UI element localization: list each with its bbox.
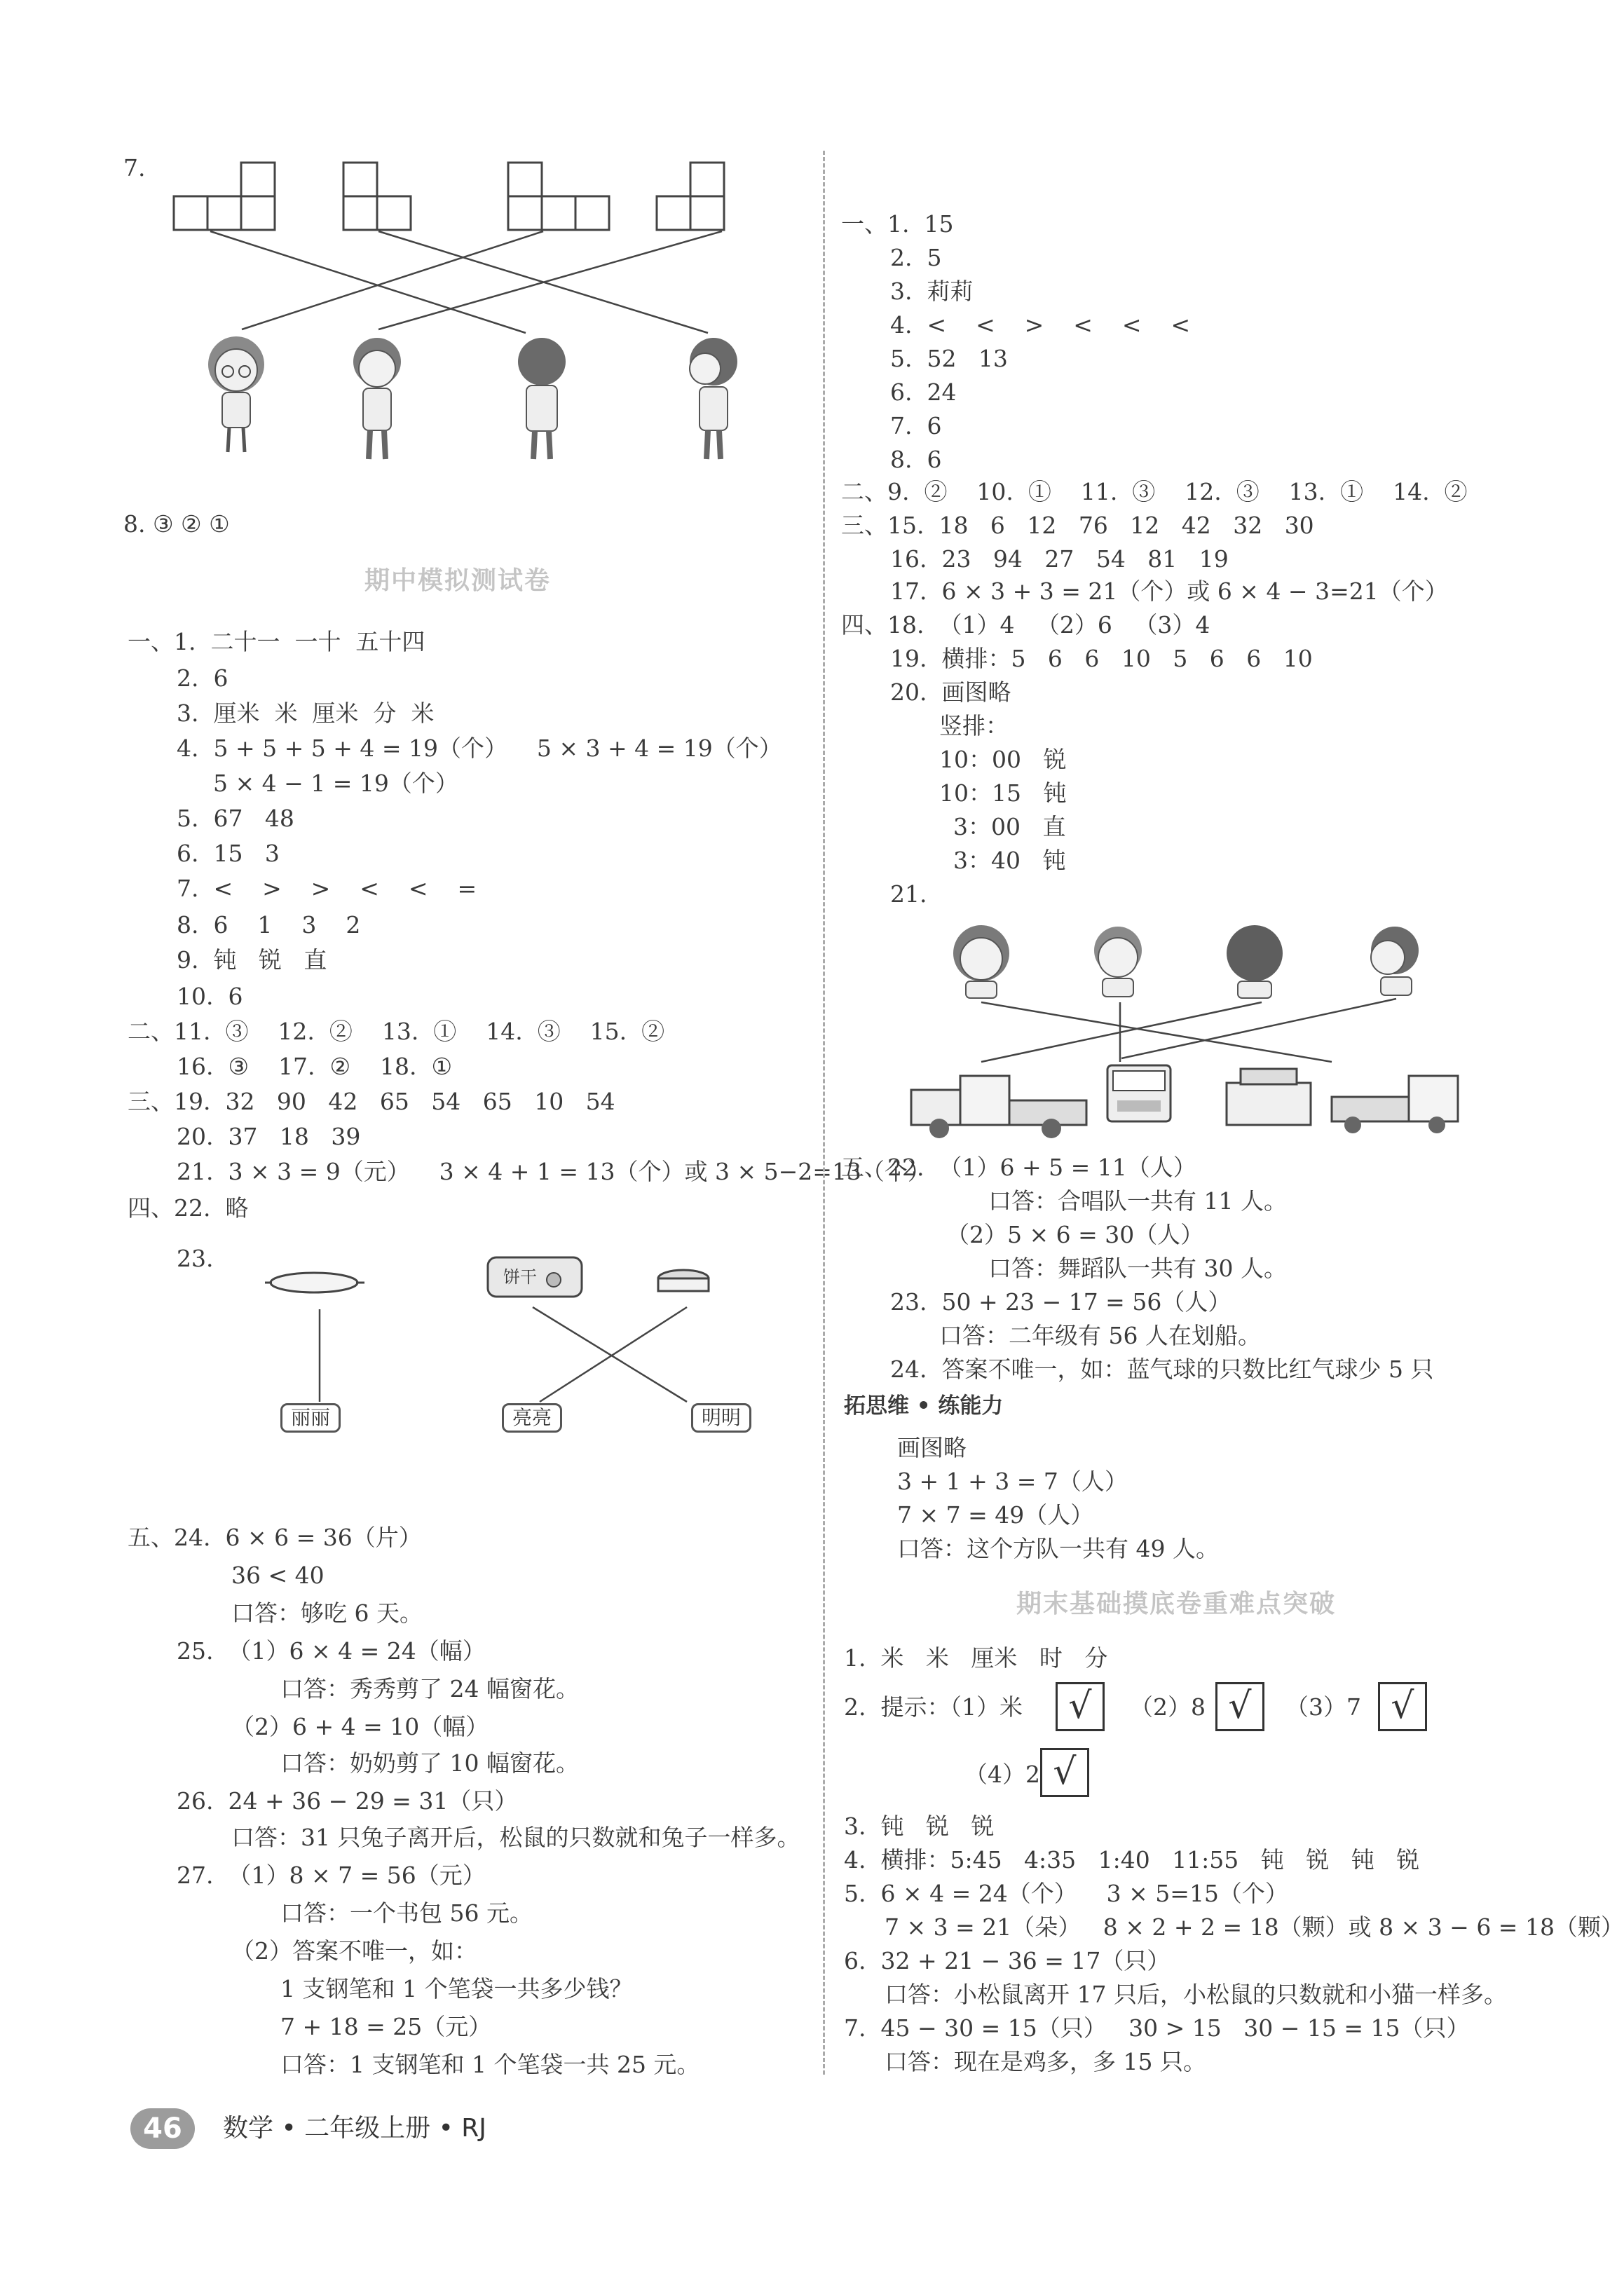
right-line: 3. 莉莉 — [890, 278, 974, 305]
right-line: 一、1. 15 — [841, 210, 954, 238]
truck-back-icon — [1227, 1069, 1311, 1125]
left-line: 5 × 4 − 1 = 19（个） — [213, 770, 458, 797]
left-q7-label: 7. — [123, 154, 146, 182]
left-line: （2）答案不唯一，如： — [231, 1937, 477, 1965]
left-line: 16. ③ 17. ② 18. ① — [177, 1053, 453, 1080]
right-line: 5. 52 13 — [890, 345, 1008, 372]
right-line: 3：00 直 — [953, 813, 1066, 840]
left-line: 23. — [177, 1245, 214, 1272]
left-line: 口答：1 支钢笔和 1 个笔袋一共 25 元。 — [280, 2051, 700, 2078]
boy-figure-3 — [690, 338, 737, 459]
left-section-title: 期中模拟测试卷 — [364, 566, 552, 595]
right-line: 16. 23 94 27 54 81 19 — [890, 545, 1229, 573]
right-line: 三、15. 18 6 12 76 12 42 32 30 — [841, 512, 1314, 539]
left-line: 36 < 40 — [231, 1562, 325, 1589]
left-line: 27. （1）8 × 7 = 56（元） — [177, 1862, 486, 1889]
left-line: 26. 24 + 36 − 29 = 31（只） — [177, 1787, 518, 1815]
left-line: 4. 5 + 5 + 5 + 4 = 19（个） 5 × 3 + 4 = 19（个） — [177, 735, 782, 762]
right-line: 24. 答案不唯一，如：蓝气球的只数比红气球少 5 只 — [890, 1356, 1434, 1383]
right-line: 竖排： — [939, 712, 1009, 739]
final-q5a: 5. 6 × 4 = 24（个） 3 × 5=15（个） — [844, 1880, 1288, 1907]
right-section-title: 期末基础摸底卷重难点突破 — [1016, 1589, 1337, 1618]
right-line: 五、22. （1）6 + 5 = 11（人） — [841, 1154, 1196, 1181]
q21-matching-figure — [897, 918, 1458, 1135]
final-q5b: 7 × 3 = 21（朵） 8 × 2 + 2 = 18（颗）或 8 × 3 − 6 = 18（颗） — [885, 1913, 1624, 1941]
q7-matching-figure — [168, 231, 799, 463]
left-line: 2. 6 — [177, 664, 228, 692]
right-line: 口答：二年级有 56 人在划船。 — [939, 1322, 1261, 1349]
final-q2-prefix: 2. 提示：（1）米 — [844, 1693, 1023, 1721]
name-box-liangliang: 亮亮 — [502, 1403, 562, 1433]
left-line: 9. 钝 锐 直 — [177, 946, 327, 974]
final-q7a: 7. 45 − 30 = 15（只） 30 > 15 30 − 15 = 15（只） — [844, 2014, 1470, 2042]
boy-figure-2 — [518, 338, 566, 459]
left-line: 7. < > > < < = — [177, 875, 477, 902]
left-line: 5. 67 48 — [177, 805, 294, 832]
cake-icon — [658, 1270, 709, 1291]
left-line: 四、22. 略 — [128, 1194, 249, 1222]
left-line: 口答：一个书包 56 元。 — [280, 1899, 533, 1927]
right-line: 10：00 锐 — [939, 746, 1067, 773]
left-line: 二、11. ③ 12. ② 13. ① 14. ③ 15. ② — [128, 1018, 665, 1045]
left-line: 20. 37 18 39 — [177, 1123, 361, 1150]
left-line: 口答：31 只兔子离开后，松鼠的只数就和兔子一样多。 — [231, 1824, 800, 1851]
right-line: 23. 50 + 23 − 17 = 56（人） — [890, 1288, 1231, 1316]
bread-stick-icon — [265, 1273, 364, 1292]
left-line: 6. 15 3 — [177, 840, 280, 867]
final-q6a: 6. 32 + 21 − 36 = 17（只） — [844, 1947, 1171, 1974]
right-line: 4. < < > < < < — [890, 311, 1191, 339]
left-line: 8. 6 1 3 2 — [177, 911, 361, 938]
right-line: 6. 24 — [890, 378, 957, 406]
left-line: 口答：奶奶剪了 10 幅窗花。 — [280, 1749, 579, 1777]
right-line: 17. 6 × 3 + 3 = 21（个）或 6 × 4 − 3=21（个） — [890, 578, 1448, 605]
right-line: 3 + 1 + 3 = 7（人） — [897, 1468, 1128, 1495]
left-line: 25. （1）6 × 4 = 24（幅） — [177, 1637, 486, 1665]
boy-figure-1 — [353, 338, 401, 459]
cube-views-figure — [168, 158, 813, 235]
right-line: 四、18. （1）4 （2）6 （3）4 — [841, 611, 1210, 639]
child-face-4 — [1371, 927, 1419, 995]
child-face-2 — [1094, 927, 1142, 997]
left-q8: 8. ③ ② ① — [123, 510, 230, 538]
right-line: 7. 6 — [890, 412, 942, 439]
right-line: 19. 横排：5 6 6 10 5 6 6 10 — [890, 645, 1313, 672]
final-q3: 3. 钝 锐 锐 — [844, 1813, 995, 1840]
left-line: 一、1. 二十一 一十 五十四 — [128, 628, 425, 655]
name-box-lili: 丽丽 — [280, 1403, 341, 1433]
right-line: 口答：舞蹈队一共有 30 人。 — [988, 1255, 1287, 1282]
final-q6b: 口答：小松鼠离开 17 只后，小松鼠的只数就和小猫一样多。 — [885, 1981, 1507, 2008]
right-line: 10：15 钝 — [939, 779, 1067, 807]
right-subsection-title: 拓思维 • 练能力 — [844, 1393, 1004, 1419]
left-line: 三、19. 32 90 42 65 54 65 10 54 — [128, 1088, 615, 1115]
left-line: 21. 3 × 3 = 9（元） 3 × 4 + 1 = 13（个）或 3 × 5−2=13（个） — [177, 1158, 931, 1185]
girl-figure — [208, 336, 264, 452]
right-line: 7 × 7 = 49（人） — [897, 1501, 1094, 1529]
right-line: 画图略 — [897, 1434, 967, 1461]
checkbox-1: √ — [1056, 1682, 1105, 1731]
left-line: 五、24. 6 × 6 = 36（片） — [128, 1524, 422, 1551]
right-line: 8. 6 — [890, 446, 942, 473]
final-q2-d: （4）2 — [964, 1761, 1040, 1788]
left-line: 7 + 18 = 25（元） — [280, 2013, 492, 2040]
truck-side-icon — [911, 1076, 1086, 1138]
final-q2-c: （3）7 — [1285, 1693, 1361, 1721]
final-q7b: 口答：现在是鸡多，多 15 只。 — [885, 2048, 1206, 2075]
left-line: （2）6 + 4 = 10（幅） — [231, 1713, 489, 1740]
biscuit-pack-icon — [488, 1257, 582, 1297]
final-q2-b: （2）8 — [1130, 1693, 1206, 1721]
right-line: 口答：这个方队一共有 49 人。 — [897, 1535, 1219, 1562]
right-line: 口答：合唱队一共有 11 人。 — [988, 1187, 1287, 1215]
right-line: 2. 5 — [890, 244, 942, 271]
name-box-mingming: 明明 — [691, 1403, 751, 1433]
final-q4: 4. 横排：5:45 4:35 1:40 11:55 钝 锐 钝 锐 — [844, 1846, 1420, 1873]
left-line: 口答：够吃 6 天。 — [231, 1599, 423, 1627]
left-line: 1 支钢笔和 1 个笔袋一共多少钱？ — [280, 1975, 633, 2002]
right-line: 20. 画图略 — [890, 678, 1011, 706]
final-q1: 1. 米 米 厘米 时 分 — [844, 1644, 1108, 1672]
right-line: （2）5 × 6 = 30（人） — [946, 1221, 1204, 1248]
page-number-badge: 46 — [130, 2108, 195, 2149]
checkbox-3: √ — [1378, 1682, 1427, 1731]
child-face-3 — [1227, 925, 1283, 998]
truck-front-icon — [1107, 1065, 1171, 1121]
left-line: 口答：秀秀剪了 24 幅窗花。 — [280, 1675, 579, 1702]
checkbox-2: √ — [1215, 1682, 1264, 1731]
footer-book-title: 数学 • 二年级上册 • RJ — [223, 2114, 486, 2143]
right-line: 3：40 钝 — [953, 847, 1066, 874]
left-line: 10. 6 — [177, 983, 243, 1010]
column-divider — [823, 151, 825, 2075]
child-face-1 — [953, 925, 1009, 998]
right-line: 21. — [890, 880, 927, 908]
left-line: 3. 厘米 米 厘米 分 米 — [177, 699, 435, 727]
truck-side-icon-2 — [1332, 1076, 1458, 1133]
checkbox-4: √ — [1040, 1748, 1089, 1797]
right-line: 二、9. ② 10. ① 11. ③ 12. ③ 13. ① 14. ② — [841, 478, 1468, 505]
svg-text:饼干: 饼干 — [503, 1267, 537, 1287]
